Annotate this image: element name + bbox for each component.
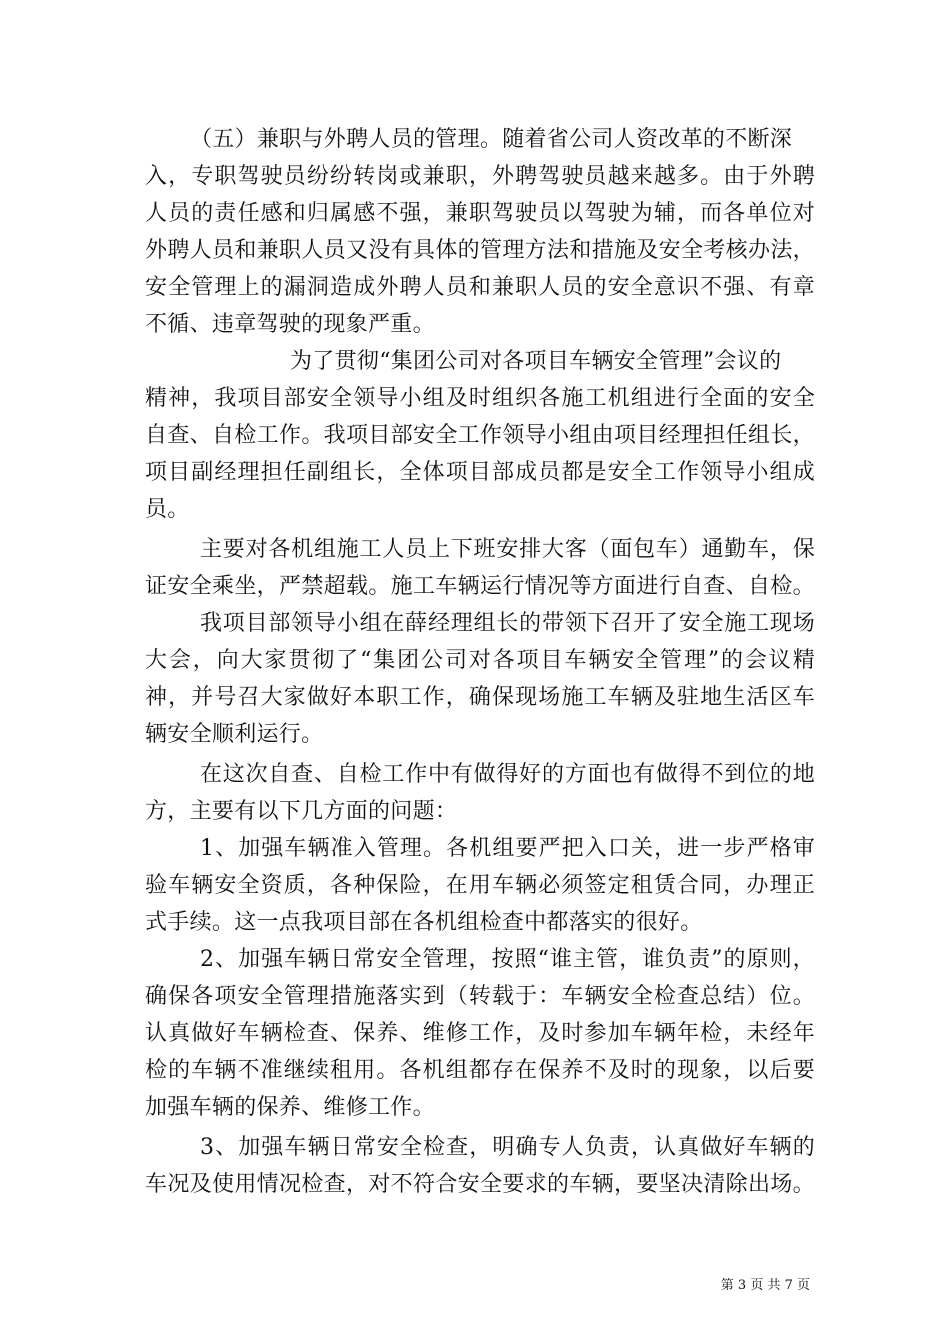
page-number-footer: 第 3 页 共 7 页 <box>720 1278 810 1293</box>
text-line: 安全管理上的漏洞造成外聘人员和兼职人员的安全意识不强、有章 <box>145 275 815 300</box>
text-line: 确保各项安全管理措施落实到（转载于：车辆安全检查总结）位。 <box>145 984 815 1009</box>
text-line: 为了贯彻“集团公司对各项目车辆安全管理”会议的 <box>290 349 782 374</box>
text-line: 在这次自查、自检工作中有做得好的方面也有做得不到位的地 <box>200 762 815 787</box>
text-line: （五）兼职与外聘人员的管理。随着省公司人资改革的不断深 <box>190 127 793 152</box>
text-line: 2、加强车辆日常安全管理，按照“谁主管，谁负责”的原则， <box>200 947 815 972</box>
text-line: 方，主要有以下几方面的问题： <box>145 799 458 824</box>
text-line: 检的车辆不准继续租用。各机组都存在保养不及时的现象，以后要 <box>145 1058 815 1083</box>
text-line: 车况及使用情况检查，对不符合安全要求的车辆，要坚决清除出场。 <box>145 1172 815 1197</box>
text-line: 认真做好车辆检查、保养、维修工作，及时参加车辆年检，未经年 <box>145 1021 815 1046</box>
text-line: 1、加强车辆准入管理。各机组要严把入口关，进一步严格审 <box>200 836 815 861</box>
text-line: 证安全乘坐，严禁超载。施工车辆运行情况等方面进行自查、自检。 <box>145 574 815 599</box>
text-line: 主要对各机组施工人员上下班安排大客（面包车）通勤车，保 <box>200 537 815 562</box>
text-line: 大会，向大家贯彻了“集团公司对各项目车辆安全管理”的会议精 <box>145 648 815 673</box>
text-line: 我项目部领导小组在薛经理组长的带领下召开了安全施工现场 <box>200 611 815 636</box>
text-line: 加强车辆的保养、维修工作。 <box>145 1095 435 1120</box>
text-line: 式手续。这一点我项目部在各机组检查中都落实的很好。 <box>145 910 703 935</box>
text-line: 自查、自检工作。我项目部安全工作领导小组由项目经理担任组长， <box>145 423 815 448</box>
text-line: 人员的责任感和归属感不强，兼职驾驶员以驾驶为辅，而各单位对 <box>145 201 815 226</box>
text-line: 不循、违章驾驶的现象严重。 <box>145 312 435 337</box>
text-line: 入，专职驾驶员纷纷转岗或兼职，外聘驾驶员越来越多。由于外聘 <box>145 164 815 189</box>
text-line: 神，并号召大家做好本职工作，确保现场施工车辆及驻地生活区车 <box>145 685 815 710</box>
text-line: 员。 <box>145 497 190 522</box>
text-line: 验车辆安全资质，各种保险，在用车辆必须签定租赁合同，办理正 <box>145 873 815 898</box>
text-line: 辆安全顺利运行。 <box>145 722 324 747</box>
text-line: 外聘人员和兼职人员又没有具体的管理方法和措施及安全考核办法， <box>145 238 815 263</box>
text-line: 精神，我项目部安全领导小组及时组织各施工机组进行全面的安全 <box>145 386 815 411</box>
text-line: 3、加强车辆日常安全检查，明确专人负责，认真做好车辆的 <box>200 1135 815 1160</box>
text-line: 项目副经理担任副组长，全体项目部成员都是安全工作领导小组成 <box>145 460 815 485</box>
